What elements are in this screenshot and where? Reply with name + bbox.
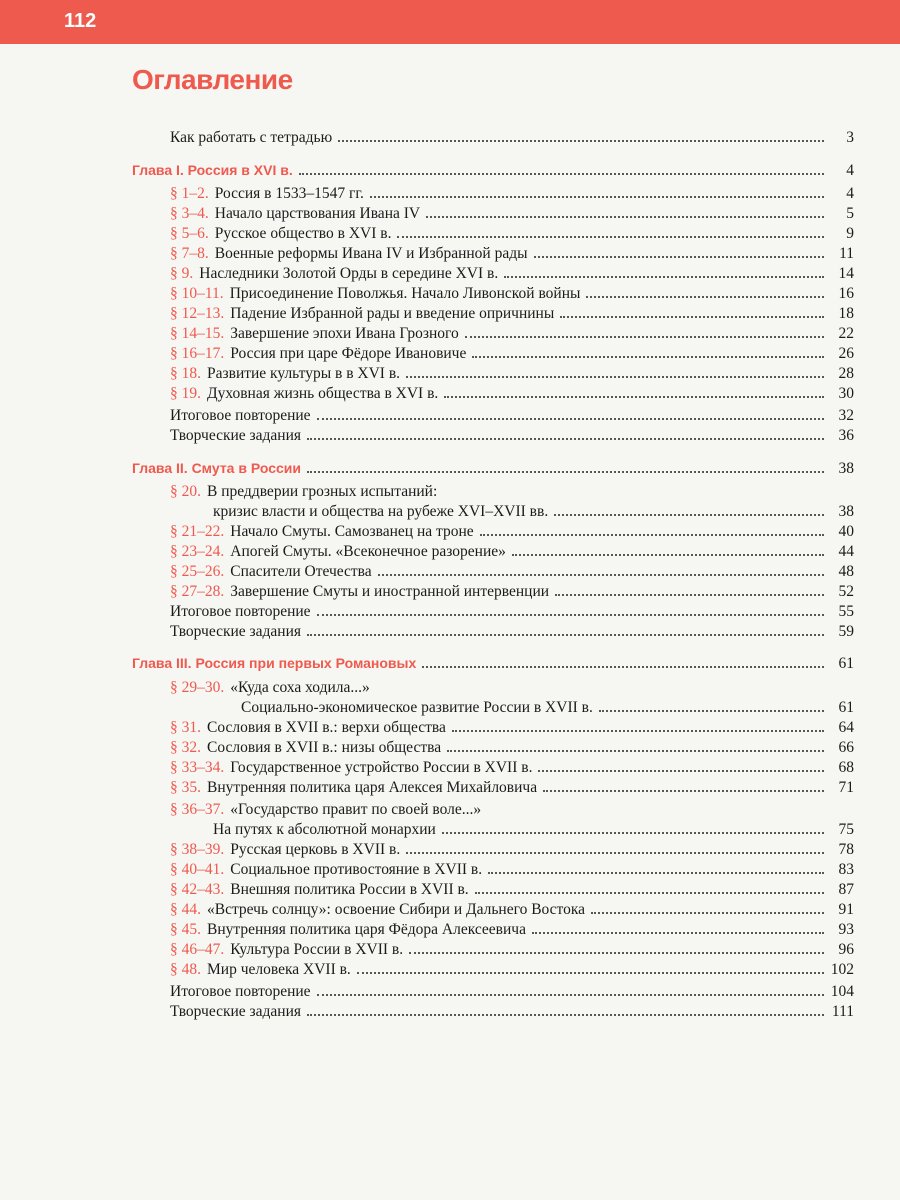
dot-leader [444, 396, 824, 398]
dot-leader [560, 316, 824, 318]
toc-entry[interactable] [170, 324, 854, 344]
toc-entry[interactable] [170, 244, 854, 264]
toc-entry[interactable] [170, 920, 854, 940]
dot-leader [512, 554, 824, 556]
toc-entry-section-20-line2[interactable] [213, 502, 854, 522]
toc-entry-title: Россия в 1533–1547 гг. [214, 185, 364, 202]
toc-entry-section-29-line1[interactable] [170, 678, 854, 698]
toc-entry-page: 78 [838, 841, 854, 858]
section-number: § 16–17. [170, 345, 225, 362]
dot-leader [307, 634, 824, 636]
toc-entry-title: Итоговое повторение [170, 983, 311, 1000]
toc-entry-page: 68 [838, 759, 854, 776]
toc-entry-title: «Государство правит по своей воле...» [230, 801, 482, 818]
toc-entry[interactable] [170, 940, 854, 960]
toc-entry-page: 28 [838, 365, 854, 382]
section-number: § 10–11. [170, 285, 224, 302]
dot-leader [538, 770, 824, 772]
section-number: § 23–24. [170, 543, 225, 560]
toc-entry-review-1[interactable] [170, 406, 854, 426]
dot-leader [447, 750, 824, 752]
toc-entry[interactable] [170, 562, 854, 582]
toc-entry-creative-3[interactable] [170, 1002, 854, 1022]
toc-entry-title: «Куда соха ходила...» [230, 679, 370, 696]
toc-entry-title: Русская церковь в XVII в. [230, 841, 401, 858]
toc-entry-title: Завершение Смуты и иностранной интервенции [230, 583, 550, 600]
dot-leader [307, 438, 824, 440]
section-number: § 12–13. [170, 305, 225, 322]
toc-entry-intro[interactable] [170, 128, 854, 148]
toc-entry-title: Внутренняя политика царя Алексея Михайловича [207, 779, 538, 796]
section-number: § 19. [170, 385, 201, 402]
section-number: § 3–4. [170, 205, 209, 222]
toc-entry-title: Внешняя политика России в XVII в. [230, 881, 469, 898]
section-number: § 42–43. [170, 881, 225, 898]
toc-entry-page: 104 [830, 983, 854, 1000]
toc-entry-title: Социальное противостояние в XVII в. [230, 861, 483, 878]
dot-leader [406, 852, 824, 854]
toc-entry[interactable] [170, 384, 854, 404]
toc-entry[interactable] [170, 900, 854, 920]
toc-entry-page: 93 [838, 921, 854, 938]
toc-entry-page: 55 [838, 603, 854, 620]
section-number: § 25–26. [170, 563, 225, 580]
toc-entry-page: 11 [839, 245, 854, 262]
section-number: § 9. [170, 265, 194, 282]
section-number: § 46–47. [170, 941, 225, 958]
toc-entry-page: 32 [838, 407, 854, 424]
section-number: § 48. [170, 961, 201, 978]
toc-entry-page: 44 [838, 543, 854, 560]
toc-entry-page: 96 [838, 941, 854, 958]
toc-entry-page: 30 [838, 385, 854, 402]
toc-entry-title: Творческие задания [170, 1003, 302, 1020]
toc-chapter-2[interactable] [132, 458, 854, 478]
toc-entry-page: 40 [838, 523, 854, 540]
toc-entry-page: 61 [838, 655, 854, 672]
toc-chapter-1[interactable] [132, 160, 854, 180]
toc-entry-page: 4 [846, 185, 854, 202]
toc-entry-page: 16 [838, 285, 854, 302]
toc-entry[interactable] [170, 582, 854, 602]
dot-leader [475, 892, 824, 894]
section-number: § 45. [170, 921, 201, 938]
toc-entry[interactable] [170, 738, 854, 758]
toc-entry-title: Государственное устройство России в XVII в. [230, 759, 533, 776]
section-number: § 38–39. [170, 841, 225, 858]
page-number: 112 [64, 10, 97, 32]
toc-entry-creative-1[interactable] [170, 426, 854, 446]
section-number: § 18. [170, 365, 201, 382]
toc-entry-page: 38 [838, 503, 854, 520]
toc-entry-title-continued: Социально-экономическое развитие России в XVII в. [241, 699, 593, 716]
dot-leader [532, 932, 824, 934]
dot-leader [317, 614, 824, 616]
toc-entry-title: «Встречь солнцу»: освоение Сибири и Дальнего Востока [207, 901, 586, 918]
toc-entry-title: Русское общество в XVI в. [214, 225, 392, 242]
toc-entry[interactable] [170, 542, 854, 562]
toc-entry-title: Итоговое повторение [170, 603, 311, 620]
dot-leader [555, 594, 824, 596]
toc-entry-title: Падение Избранной рады и введение опричнины [230, 305, 555, 322]
toc-entry-title: Апогей Смуты. «Всеконечное разорение» [230, 543, 506, 560]
toc-entry-page: 22 [838, 325, 854, 342]
toc-entry-page: 18 [838, 305, 854, 322]
toc-entry[interactable] [170, 758, 854, 778]
dot-leader [472, 356, 824, 358]
dot-leader [586, 296, 824, 298]
toc-entry-title-continued: На путях к абсолютной монархии [213, 821, 436, 838]
toc-entry-title: Духовная жизнь общества в XVI в. [207, 385, 439, 402]
toc-entry-title: Культура России в XVII в. [230, 941, 404, 958]
toc-entry-title: Творческие задания [170, 623, 302, 640]
toc-entry-page: 3 [846, 129, 854, 146]
toc-entry[interactable] [170, 224, 854, 244]
dot-leader [480, 534, 824, 536]
toc-entry-title: Мир человека XVII в. [207, 961, 351, 978]
toc-entry-title: Начало Смуты. Самозванец на троне [230, 523, 474, 540]
toc-entry-review-3[interactable] [170, 982, 854, 1002]
toc-entry[interactable] [170, 880, 854, 900]
dot-leader [317, 418, 824, 420]
section-number: § 27–28. [170, 583, 225, 600]
toc-entry-page: 38 [838, 460, 854, 477]
toc-entry-creative-2[interactable] [170, 622, 854, 642]
dot-leader [504, 276, 824, 278]
dot-leader [599, 710, 824, 712]
section-number: § 44. [170, 901, 201, 918]
section-number: § 20. [170, 483, 201, 500]
toc-entry[interactable] [170, 284, 854, 304]
toc-entry-title: Начало царствования Ивана IV [214, 205, 421, 222]
toc-entry[interactable] [170, 860, 854, 880]
toc-entry-page: 102 [830, 961, 854, 978]
section-number: § 21–22. [170, 523, 225, 540]
toc-entry[interactable] [170, 264, 854, 284]
section-number: § 33–34. [170, 759, 225, 776]
dot-leader [378, 574, 824, 576]
toc-entry-title: Как работать с тетрадью [170, 129, 333, 146]
toc-entry-title: Спасители Отечества [230, 563, 372, 580]
dot-leader [370, 196, 824, 198]
section-number: § 1–2. [170, 185, 209, 202]
toc-entry-title: Завершение эпохи Ивана Грозного [230, 325, 459, 342]
toc-entry-page: 26 [838, 345, 854, 362]
toc-entry-page: 66 [838, 739, 854, 756]
dot-leader [397, 236, 824, 238]
dot-leader [307, 1014, 824, 1016]
toc-entry-page: 4 [846, 162, 854, 179]
toc-entry-page: 71 [838, 779, 854, 796]
dot-leader [452, 730, 824, 732]
dot-leader [422, 666, 824, 668]
section-number: § 35. [170, 779, 201, 796]
toc-entry-page: 14 [838, 265, 854, 282]
dot-leader [488, 872, 824, 874]
toc-entry[interactable] [170, 960, 854, 980]
toc-entry[interactable] [170, 344, 854, 364]
toc-entry-title: В преддверии грозных испытаний: [207, 483, 438, 500]
section-number: § 5–6. [170, 225, 209, 242]
dot-leader [534, 256, 824, 258]
toc-entry-title: Сословия в XVII в.: верхи общества [207, 719, 446, 736]
dot-leader [299, 173, 824, 175]
dot-leader [442, 832, 824, 834]
toc-entry[interactable] [170, 184, 854, 204]
section-number: § 40–41. [170, 861, 225, 878]
dot-leader [554, 514, 824, 516]
toc-entry-page: 9 [846, 225, 854, 242]
toc-entry-section-36-line2[interactable] [213, 820, 854, 840]
toc-entry-title: Внутренняя политика царя Фёдора Алексеевича [207, 921, 526, 938]
toc-entry-page: 87 [838, 881, 854, 898]
toc-entry-page: 5 [846, 205, 854, 222]
toc-entry-section-36-line1[interactable] [170, 800, 854, 820]
toc-entry[interactable] [170, 304, 854, 324]
toc-entry-title: Наследники Золотой Орды в середине XVI в. [199, 265, 499, 282]
dot-leader [426, 216, 824, 218]
toc-entry-page: 48 [838, 563, 854, 580]
toc-entry-title: Творческие задания [170, 427, 302, 444]
toc-entry-title: Развитие культуры в в XVI в. [207, 365, 401, 382]
toc-entry-page: 75 [838, 821, 854, 838]
toc-entry-page: 36 [838, 427, 854, 444]
toc-entry[interactable] [170, 522, 854, 542]
dot-leader [317, 994, 824, 996]
toc-entry-title: Сословия в XVII в.: низы общества [207, 739, 442, 756]
toc-entry-title: Военные реформы Ивана IV и Избранной рады [214, 245, 528, 262]
toc-entry[interactable] [170, 718, 854, 738]
toc-entry-page: 111 [831, 1003, 854, 1020]
toc-entry-title: Присоединение Поволжья. Начало Ливонской войны [229, 285, 581, 302]
page-title: Оглавление [132, 64, 293, 95]
toc-entry-page: 83 [838, 861, 854, 878]
toc-entry-page: 61 [838, 699, 854, 716]
dot-leader [543, 790, 824, 792]
toc-entry-page: 52 [838, 583, 854, 600]
section-number: § 36–37. [170, 801, 225, 818]
dot-leader [406, 376, 824, 378]
dot-leader [465, 336, 824, 338]
toc-entry-title: Россия при царе Фёдоре Ивановиче [230, 345, 467, 362]
toc-entry-page: 64 [838, 719, 854, 736]
section-number: § 29–30. [170, 679, 225, 696]
toc-entry[interactable] [170, 364, 854, 384]
section-number: § 31. [170, 719, 201, 736]
dot-leader [307, 471, 824, 473]
chapter-title: Глава II. Смута в России [132, 460, 301, 476]
toc-entry[interactable] [170, 840, 854, 860]
toc-entry[interactable] [170, 778, 854, 798]
chapter-title: Глава III. Россия при первых Романовых [132, 655, 417, 671]
section-number: § 14–15. [170, 325, 225, 342]
dot-leader [409, 952, 824, 954]
dot-leader [338, 140, 824, 142]
toc-chapter-3[interactable] [132, 653, 854, 673]
section-number: § 32. [170, 739, 201, 756]
toc-entry-section-29-line2[interactable] [241, 698, 854, 718]
toc-entry-page: 91 [838, 901, 854, 918]
toc-entry-review-2[interactable] [170, 602, 854, 622]
dot-leader [591, 912, 824, 914]
dot-leader [357, 972, 824, 974]
toc-entry[interactable] [170, 204, 854, 224]
toc-entry-page: 59 [838, 623, 854, 640]
toc-entry-title: Итоговое повторение [170, 407, 311, 424]
chapter-title: Глава I. Россия в XVI в. [132, 162, 293, 178]
section-number: § 7–8. [170, 245, 209, 262]
toc-entry-section-20-line1[interactable] [170, 482, 854, 502]
toc-entry-title-continued: кризис власти и общества на рубеже XVI–XVII вв. [213, 503, 549, 520]
